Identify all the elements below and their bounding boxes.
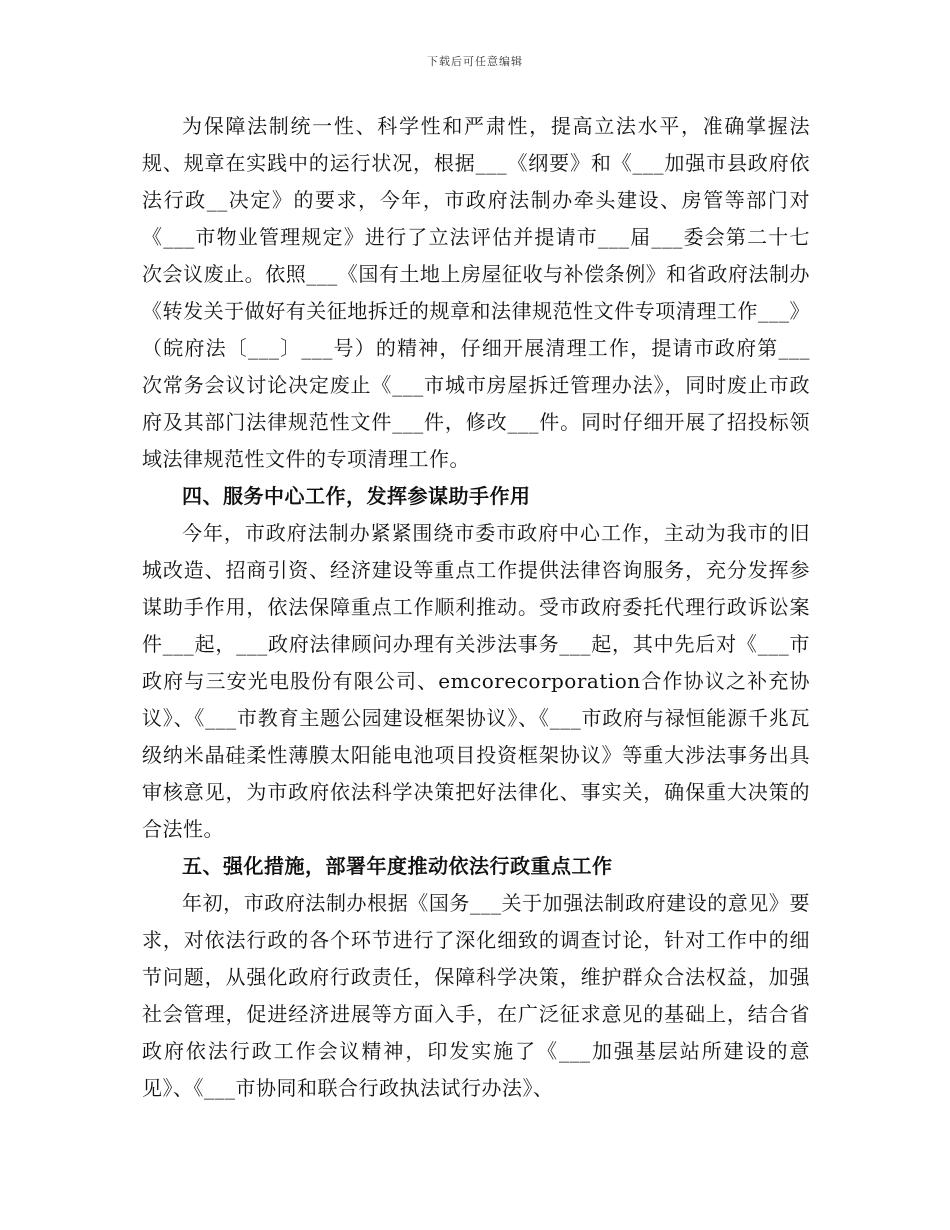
header-note: 下载后可任意编辑 xyxy=(427,55,523,68)
document-body xyxy=(142,108,810,1107)
paragraph-legislative-review: 为保障法制统一性、科学性和严肃性，提高立法水平，准确掌握法规、规章在实践中的运行状况，根据___《纲要》和《___加强市县政府依法行政__决定》的要求，今年，市政府法制办牵头建设、房管等部门对《___市物业管理规定》进行了立法评估并提请市___届___委会第二十七次会议废止。依照___《国有土地上房屋征收与补偿条例》和省政府法制办《转发关于做好有关征地拆迁的规章和法律规范性文件专项清理工作___》（皖府法〔___〕___号）的精神，仔细开展清理工作，提请市政府第___次常务会议讨论决定废止《___市城市房屋拆迁管理办法》，同时废止市政府及其部门法律规范性文件___件，修改___件。同时仔细开展了招投标领域法律规范性文件的专项清理工作。 xyxy=(142,114,810,471)
paragraph-annual-measures: 年初，市政府法制办根据《国务___关于加强法制政府建设的意见》要求，对依法行政的各个环节进行了深化细致的调查讨论，针对工作中的细节问题，从强化政府行政责任，保障科学决策，维护群众合法权益，加强社会管理，促进经济进展等方面入手，在广泛征求意见的基础上，结合省政府依法行政工作会议精神，印发实施了《___加强基层站所建设的意见》、《___市协同和联合行政执法试行办法》、 xyxy=(142,891,810,1100)
section-heading-5: 五、强化措施，部署年度推动依法行政重点工作 xyxy=(182,854,613,878)
section-heading-4: 四、服务中心工作，发挥参谋助手作用 xyxy=(182,484,531,508)
paragraph-service-center: 今年，市政府法制办紧紧围绕市委市政府中心工作，主动为我市的旧城改造、招商引资、经济建设等重点工作提供法律咨询服务，充分发挥参谋助手作用，依法保障重点工作顺利推动。受市政府委托代理行政诉讼案件___起，___政府法律顾问办理有关涉法事务___起，其中先后对《___市政府与三安光电股份有限公司、emcorecorporation合作协议之补充协议》、《___市教育主题公园建设框架协议》、《___市政府与禄恒能源千兆瓦级纳米晶硅柔性薄膜太阳能电池项目投资框架协议》等重大涉法事务出具审核意见，为市政府依法科学决策把好法律化、事实关，确保重大决策的合法性。 xyxy=(142,521,810,841)
